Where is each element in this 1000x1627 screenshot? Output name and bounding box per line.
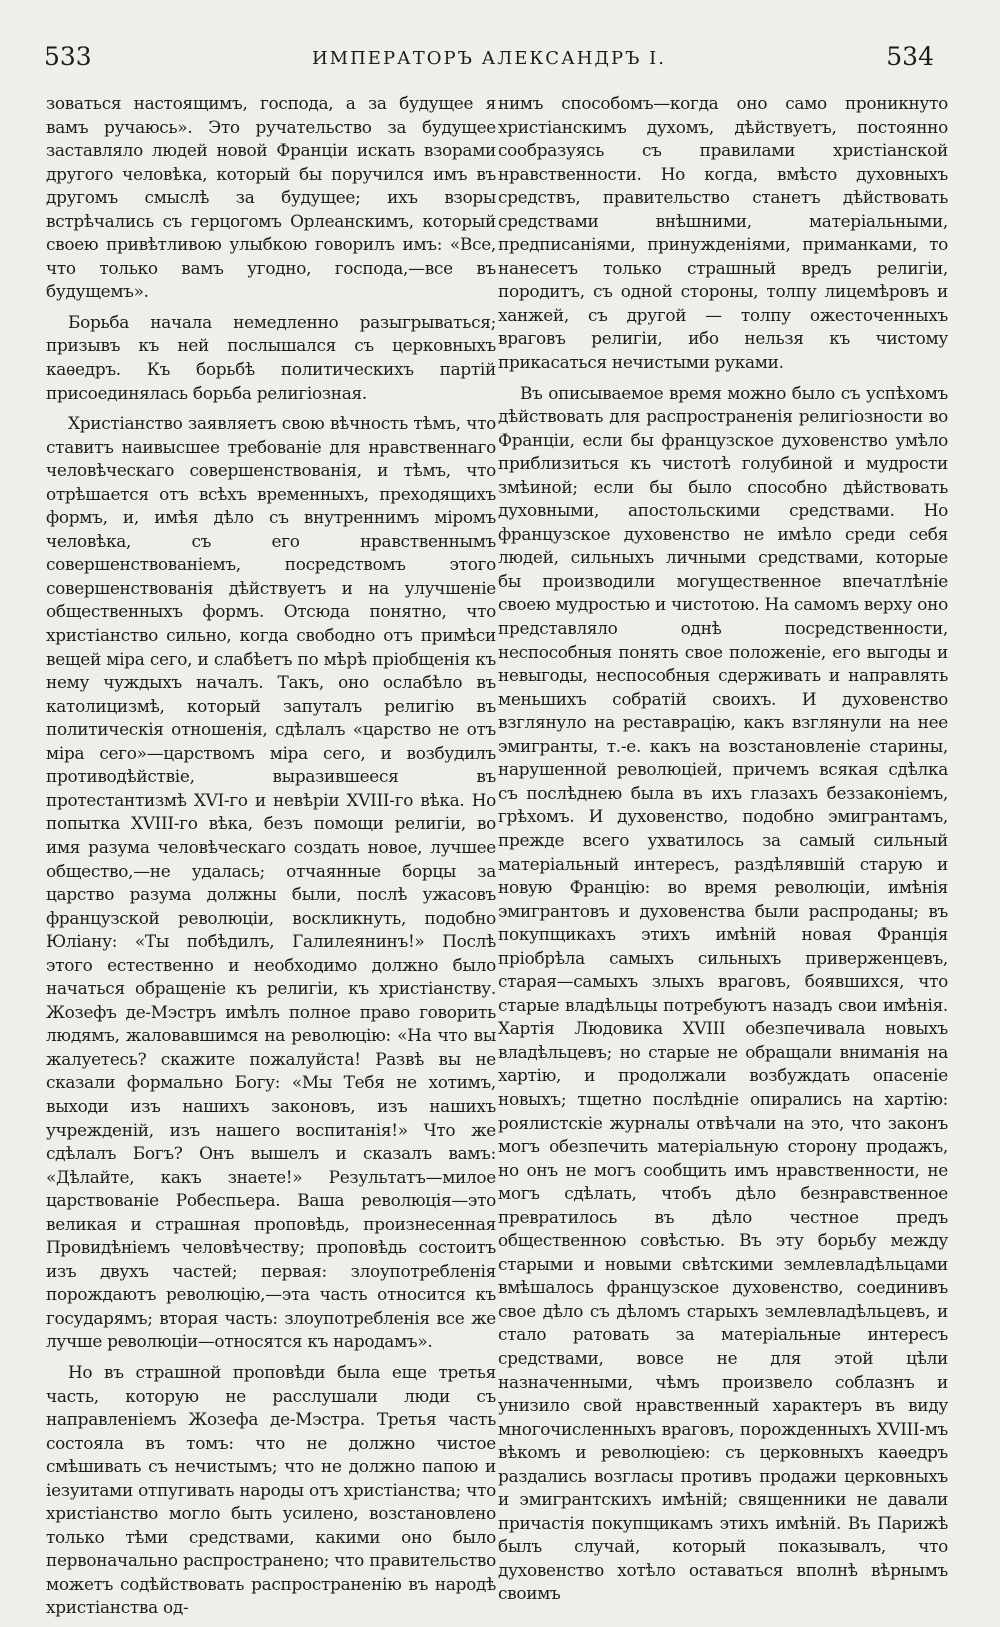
page-number-right: 534 xyxy=(886,42,934,71)
paragraph: Борьба начала немедленно разыгрываться; призывъ къ ней послышался съ церковныхъ каѳедръ. Къ борьбѣ политическихъ партій присоединялась борьба религіозная. xyxy=(46,311,496,403)
paragraph: Но въ страшной проповѣди была еще третья часть, которую не расслушали люди съ направленіемъ Жозефа де-Мэстра. Третья часть состояла въ томъ: что не должно чистое смѣшивать съ нечистымъ; что не должно папою и іезуитами отпугивать народы отъ христіанства; что христіанство могло быть усилено, возстановлено только тѣми средствами, какими оно было первоначально распространено; что правительство можетъ содѣйствовать распространенію въ народѣ христіанства од- xyxy=(46,1361,496,1618)
left-column xyxy=(46,92,496,1627)
paragraph: Въ описываемое время можно было съ успѣхомъ дѣйствовать для распространенія религіозности во Франціи, если бы французское духовенство умѣло приблизиться къ чистотѣ голубиной и мудрости змѣиной; если бы было способно дѣйствовать духовными, апостольскими средствами. Но французское духовенство не имѣло среди себя людей, сильныхъ личными средствами, которые бы производили могущественное впечатлѣніе своею мудростью и чистотою. На самомъ верху оно представляло однѣ посредственности, неспособныя понять свое положеніе, его выгоды и невыгоды, неспособныя сдерживать и направлять меньшихъ собратій своихъ. И духовенство взглянуло на реставрацію, какъ взглянули на нее эмигранты, т.-е. какъ на возстановленіе старины, нарушенной революціей, причемъ всякая сдѣлка съ послѣднею была въ ихъ глазахъ беззаконіемъ, грѣхомъ. И духовенство, подобно эмигрантамъ, прежде всего ухватилось за самый сильный матеріальный интересъ, раздѣлявшій старую и новую Францію: во время революціи, имѣнія эмигрантовъ и духовенства были распроданы; въ покупщикахъ этихъ имѣній новая Франція пріобрѣла самыхъ сильныхъ приверженцевъ, старая—самыхъ злыхъ враговъ, боявшихся, что старые владѣльцы потребуютъ назадъ свои имѣнія. Хартія Людовика XVIII обезпечивала новыхъ владѣльцевъ; но старые не обращали вниманія на хартію, и продолжали возбуждать опасеніе новыхъ; тщетно послѣдніе опирались на хартію: роялистскіе журналы отвѣчали на это, что законъ могъ обезпечить матеріальную сторону продажъ, но онъ не могъ сообщить имъ нравственности, не могъ сдѣлать, чтобъ дѣло безнравственное превратилось въ дѣло честное предъ общественною совѣстью. Въ эту борьбу между старыми и новыми свѣтскими землевладѣльцами вмѣшалось французское духовенство, соединивъ свое дѣло съ дѣломъ старыхъ землевладѣльцевъ, и стало ратовать за матеріальные интересъ средствами, вовсе не для этой цѣли назначенными, чѣмъ произвело соблазнъ и унизило свой нравственный характеръ въ виду многочисленныхъ враговъ, порожденныхъ XVIII-мъ вѣкомъ и революціею: съ церковныхъ каѳедръ раздались возгласы противъ продажи церковныхъ и эмигрантскихъ имѣній; священники не давали причастія покупщикамъ этихъ имѣній. Въ Парижѣ былъ случай, который показывалъ, что духовенство хотѣло оставаться вполнѣ вѣрнымъ своимъ xyxy=(498,382,948,1604)
page-number-left: 533 xyxy=(44,42,92,71)
paragraph: Христіанство заявляетъ свою вѣчность тѣмъ, что ставитъ наивысшее требованіе для нравственнаго человѣческаго совершенствованія, и тѣмъ, что отрѣшается отъ всѣхъ временныхъ, преходящихъ формъ, и, имѣя дѣло съ внутреннимъ міромъ человѣка, съ его нравственнымъ совершенствованіемъ, посредствомъ этого совершенствованія дѣйствуетъ и на улучшеніе общественныхъ формъ. Отсюда понятно, что христіанство сильно, когда свободно отъ примѣси вещей міра сего, и слабѣетъ по мѣрѣ пріобщенія къ нему чуждыхъ началъ. Такъ, оно ослабѣло въ католицизмѣ, который запуталъ религію въ политическія отношенія, сдѣлалъ «царство не отъ міра сего»—царствомъ міра сего, и возбудилъ противодѣйствіе, выразившееся въ протестантизмѣ XVI-го и невѣріи XVIII-го вѣка. Но попытка XVIII-го вѣка, безъ помощи религіи, во имя разума человѣческаго создать новое, лучшее общество,—не удалась; отчаянные борцы за царство разума должны были, послѣ ужасовъ французской революціи, воскликнуть, подобно Юліану: «Ты побѣдилъ, Галилеянинъ!» Послѣ этого естественно и необходимо должно было начаться обращеніе къ религіи, къ христіанству. Жозефъ де-Мэстръ имѣлъ полное право говорить людямъ, жаловавшимся на революцію: «На что вы жалуетесь? скажите пожалуйста! Развѣ вы не сказали формально Богу: «Мы Тебя не хотимъ, выходи изъ нашихъ законовъ, изъ нашихъ учрежденій, изъ нашего воспитанія!» Что же сдѣлалъ Богъ? Онъ вышелъ и сказалъ вамъ: «Дѣлайте, какъ знаете!» Результатъ—милое царствованіе Робеспьера. Ваша революція—это великая и страшная проповѣдь, произнесенная Провидѣніемъ человѣчеству; проповѣдь состоитъ изъ двухъ частей; первая: злоупотребленія порождаютъ революцію,—эта часть относится къ государямъ; вторая часть: злоупотребленія все же лучше революціи—относятся къ народамъ». xyxy=(46,413,496,1352)
paragraph: нимъ способомъ—когда оно само проникнуто христіанскимъ духомъ, дѣйствуетъ, постоянно сообразуясь съ правилами христіанской нравственности. Но когда, вмѣсто духовныхъ средствъ, правительство станетъ дѣйствовать средствами внѣшними, матеріальными, предписаніями, принужденіями, приманками, то нанесетъ только страшный вредъ религіи, породитъ, съ одной стороны, толпу лицемѣровъ и ханжей, съ другой — толпу ожесточенныхъ враговъ религіи, ибо нельзя къ чистому прикасаться нечистыми руками. xyxy=(498,93,948,373)
paragraph: зоваться настоящимъ, господа, а за будущее я вамъ ручаюсь». Это ручательство за будущее заставляло людей новой Франціи искать взорами другого человѣка, который бы поручился имъ въ другомъ смыслѣ за будущее; ихъ взоры встрѣчались съ герцогомъ Орлеанскимъ, который своею привѣтливою улыбкою говорилъ имъ: «Все, что только вамъ угодно, господа,—все въ будущемъ». xyxy=(46,93,496,302)
right-column xyxy=(498,92,948,1613)
running-title: ИМПЕРАТОРЪ АЛЕКСАНДРЪ I. xyxy=(311,48,667,69)
page-header xyxy=(44,42,934,82)
